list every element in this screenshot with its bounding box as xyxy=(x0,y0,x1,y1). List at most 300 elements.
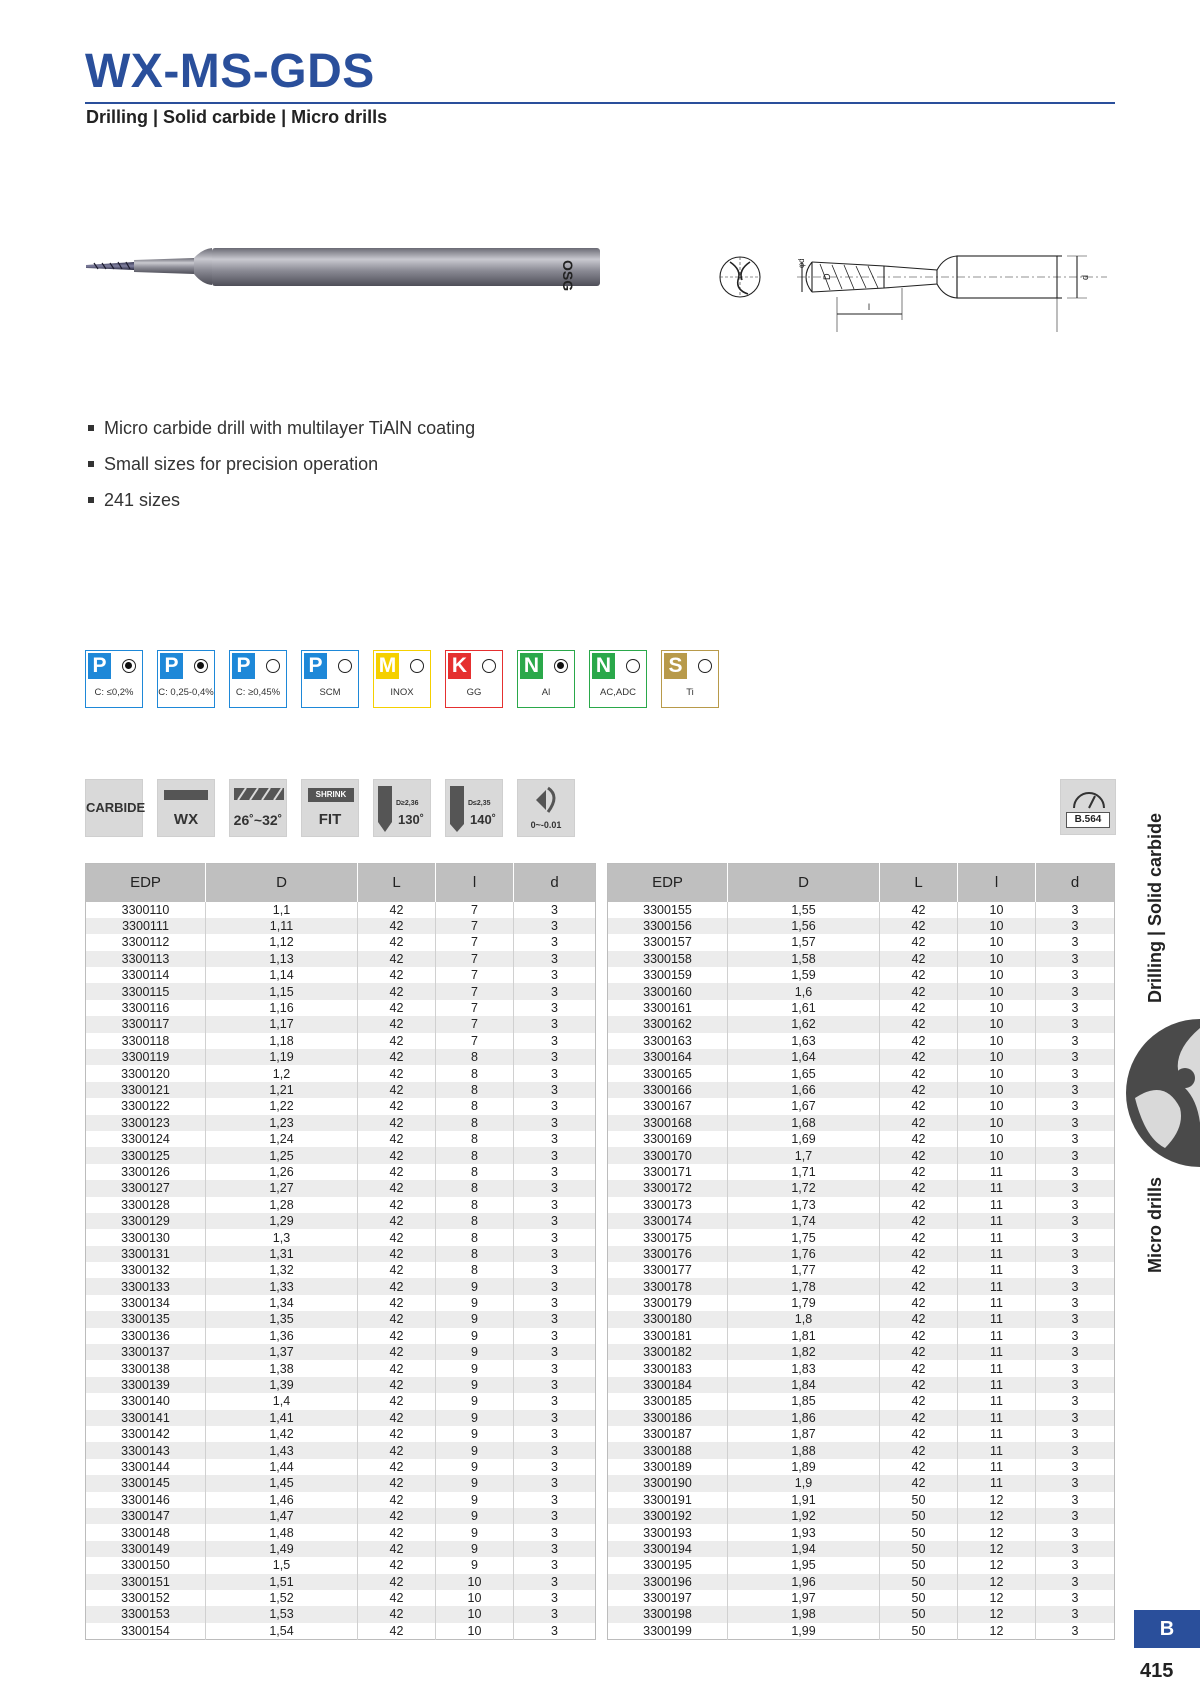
table-cell: 3300184 xyxy=(608,1377,728,1393)
table-cell: 9 xyxy=(436,1377,514,1393)
table-cell: 3300121 xyxy=(86,1082,206,1098)
table-cell: 1,13 xyxy=(206,951,358,967)
table-cell: 50 xyxy=(880,1557,958,1573)
table-cell: 3300119 xyxy=(86,1049,206,1065)
table-cell: 1,2 xyxy=(206,1065,358,1081)
table-cell: 42 xyxy=(358,1229,436,1245)
table-row xyxy=(608,967,1115,983)
table-cell: 1,43 xyxy=(206,1442,358,1458)
table-cell: 1,66 xyxy=(728,1082,880,1098)
table-cell: 3 xyxy=(1036,1000,1115,1016)
table-row xyxy=(608,934,1115,950)
table-cell: 1,25 xyxy=(206,1147,358,1163)
material-letter: N xyxy=(592,653,615,679)
table-row xyxy=(608,1000,1115,1016)
table-row xyxy=(608,1229,1115,1245)
table-cell: 42 xyxy=(358,1590,436,1606)
table-cell: 10 xyxy=(436,1606,514,1622)
table-row xyxy=(608,1213,1115,1229)
table-cell: 3300161 xyxy=(608,1000,728,1016)
table-cell: 3300138 xyxy=(86,1360,206,1376)
table-cell: 10 xyxy=(958,934,1036,950)
table-cell: 50 xyxy=(880,1574,958,1590)
table-cell: 1,12 xyxy=(206,934,358,950)
table-row xyxy=(86,1098,596,1114)
table-cell: 42 xyxy=(358,1508,436,1524)
table-cell: 3 xyxy=(514,1213,596,1229)
table-row xyxy=(86,1164,596,1180)
table-cell: 1,39 xyxy=(206,1377,358,1393)
table-cell: 3300141 xyxy=(86,1410,206,1426)
table-cell: 1,7 xyxy=(728,1147,880,1163)
table-row xyxy=(86,1295,596,1311)
table-row xyxy=(86,1246,596,1262)
table-cell: 3 xyxy=(514,1180,596,1196)
list-item: 241 sizes xyxy=(88,482,475,518)
table-cell: 10 xyxy=(958,983,1036,999)
table-cell: 42 xyxy=(358,1410,436,1426)
side-subcategory-label: Micro drills xyxy=(1145,1176,1165,1273)
reference-badge[interactable]: B.564 xyxy=(1060,779,1116,835)
table-cell: 3 xyxy=(514,983,596,999)
table-cell: 1,96 xyxy=(728,1574,880,1590)
table-cell: 1,6 xyxy=(728,983,880,999)
table-cell: 10 xyxy=(958,1000,1036,1016)
table-cell: 1,14 xyxy=(206,967,358,983)
carbide-icon: CARBIDE xyxy=(85,779,143,837)
table-cell: 3 xyxy=(514,1606,596,1622)
table-cell: 42 xyxy=(358,1049,436,1065)
table-cell: 42 xyxy=(880,951,958,967)
drill-photo-image xyxy=(84,245,604,295)
table-row xyxy=(608,1508,1115,1524)
table-cell: 10 xyxy=(958,1082,1036,1098)
table-row xyxy=(608,1360,1115,1376)
table-cell: 3 xyxy=(1036,1623,1115,1640)
table-cell: 8 xyxy=(436,1246,514,1262)
table-cell: 1,54 xyxy=(206,1623,358,1640)
table-cell: 3 xyxy=(1036,1016,1115,1032)
table-cell: 42 xyxy=(880,1098,958,1114)
table-row xyxy=(86,1115,596,1131)
table-cell: 1,79 xyxy=(728,1295,880,1311)
table-cell: 3300159 xyxy=(608,967,728,983)
table-cell: 3 xyxy=(1036,983,1115,999)
table-cell: 9 xyxy=(436,1475,514,1491)
table-cell: 42 xyxy=(358,1557,436,1573)
table-cell: 9 xyxy=(436,1426,514,1442)
table-cell: 42 xyxy=(880,1147,958,1163)
table-cell: 1,5 xyxy=(206,1557,358,1573)
table-cell: 1,93 xyxy=(728,1524,880,1540)
material-p-icon xyxy=(85,650,143,708)
table-cell: 3 xyxy=(514,1049,596,1065)
table-row xyxy=(86,1049,596,1065)
table-cell: 3300158 xyxy=(608,951,728,967)
table-row xyxy=(86,1033,596,1049)
material-label: INOX xyxy=(390,687,414,698)
table-cell: 42 xyxy=(358,1344,436,1360)
table-cell: 12 xyxy=(958,1590,1036,1606)
limited-circle-icon xyxy=(410,659,424,673)
table-cell: 1,9 xyxy=(728,1475,880,1491)
table-cell: 42 xyxy=(880,1213,958,1229)
table-cell: 11 xyxy=(958,1344,1036,1360)
point-angle-140-icon: D≤2,35 140˚ xyxy=(445,779,503,837)
shrink-fit-icon: SHRINK FIT xyxy=(301,779,359,837)
table-cell: 1,88 xyxy=(728,1442,880,1458)
table-row xyxy=(86,951,596,967)
table-cell: 1,36 xyxy=(206,1328,358,1344)
table-row xyxy=(608,1065,1115,1081)
table-row xyxy=(608,1410,1115,1426)
table-cell: 12 xyxy=(958,1623,1036,1640)
table-cell: 10 xyxy=(958,967,1036,983)
table-cell: 3 xyxy=(514,1508,596,1524)
table-cell: 10 xyxy=(958,1049,1036,1065)
table-cell: 9 xyxy=(436,1344,514,1360)
table-cell: 1,84 xyxy=(728,1377,880,1393)
table-cell: 42 xyxy=(358,1098,436,1114)
table-cell: 3300132 xyxy=(86,1262,206,1278)
table-cell: 42 xyxy=(358,918,436,934)
table-cell: 3 xyxy=(1036,902,1115,918)
table-cell: 3 xyxy=(1036,1229,1115,1245)
table-row xyxy=(608,1016,1115,1032)
table-cell: 1,83 xyxy=(728,1360,880,1376)
table-cell: 7 xyxy=(436,918,514,934)
table-cell: 1,73 xyxy=(728,1197,880,1213)
material-label: C: ≤0,2% xyxy=(94,687,134,698)
table-cell: 10 xyxy=(958,1033,1036,1049)
table-cell: 1,48 xyxy=(206,1524,358,1540)
table-cell: 3 xyxy=(514,1344,596,1360)
table-cell: 11 xyxy=(958,1377,1036,1393)
table-row xyxy=(608,1164,1115,1180)
table-cell: 1,29 xyxy=(206,1213,358,1229)
table-row xyxy=(86,1524,596,1540)
table-cell: 1,19 xyxy=(206,1049,358,1065)
table-cell: 42 xyxy=(358,1574,436,1590)
table-row xyxy=(86,1426,596,1442)
table-cell: 3300176 xyxy=(608,1246,728,1262)
table-cell: 42 xyxy=(880,1229,958,1245)
table-cell: 42 xyxy=(358,1082,436,1098)
table-cell: 8 xyxy=(436,1049,514,1065)
technical-drawing xyxy=(712,232,1122,342)
table-cell: 1,53 xyxy=(206,1606,358,1622)
table-row xyxy=(86,918,596,934)
table-row xyxy=(86,983,596,999)
col-header-l-total: L xyxy=(880,864,958,902)
col-header-l-flute: l xyxy=(436,864,514,902)
table-cell: 3300156 xyxy=(608,918,728,934)
material-label: Ti xyxy=(686,687,694,698)
table-cell: 12 xyxy=(958,1508,1036,1524)
table-row xyxy=(608,1475,1115,1491)
table-cell: 3300154 xyxy=(86,1623,206,1640)
table-cell: 3 xyxy=(1036,1590,1115,1606)
table-cell: 1,89 xyxy=(728,1459,880,1475)
table-cell: 3300182 xyxy=(608,1344,728,1360)
table-cell: 3300128 xyxy=(86,1197,206,1213)
table-row xyxy=(86,1344,596,1360)
table-cell: 7 xyxy=(436,983,514,999)
table-cell: 3 xyxy=(514,1229,596,1245)
table-cell: 42 xyxy=(358,934,436,950)
table-cell: 42 xyxy=(358,983,436,999)
table-row xyxy=(608,1147,1115,1163)
table-row xyxy=(86,1213,596,1229)
table-cell: 3 xyxy=(514,1393,596,1409)
table-cell: 1,95 xyxy=(728,1557,880,1573)
tolerance-icon: 0~-0.01 xyxy=(517,779,575,837)
table-cell: 3300143 xyxy=(86,1442,206,1458)
table-row xyxy=(86,1410,596,1426)
table-cell: 3300136 xyxy=(86,1328,206,1344)
table-cell: 1,17 xyxy=(206,1016,358,1032)
table-cell: 11 xyxy=(958,1295,1036,1311)
table-cell: 3 xyxy=(514,1262,596,1278)
table-cell: 3300125 xyxy=(86,1147,206,1163)
table-cell: 3 xyxy=(514,1623,596,1640)
section-tab[interactable]: B xyxy=(1134,1610,1200,1648)
table-cell: 42 xyxy=(880,1016,958,1032)
table-cell: 1,92 xyxy=(728,1508,880,1524)
table-row xyxy=(608,1606,1115,1622)
table-row xyxy=(608,1344,1115,1360)
table-cell: 42 xyxy=(358,1065,436,1081)
table-cell: 1,26 xyxy=(206,1164,358,1180)
bullet-icon xyxy=(88,425,94,431)
table-cell: 8 xyxy=(436,1098,514,1114)
material-suitability-row xyxy=(85,650,719,708)
table-cell: 42 xyxy=(358,967,436,983)
table-cell: 1,56 xyxy=(728,918,880,934)
table-row xyxy=(608,1492,1115,1508)
table-cell: 42 xyxy=(880,1033,958,1049)
table-cell: 1,3 xyxy=(206,1229,358,1245)
table-cell: 12 xyxy=(958,1557,1036,1573)
table-cell: 3300137 xyxy=(86,1344,206,1360)
table-cell: 3 xyxy=(514,1475,596,1491)
table-cell: 3300152 xyxy=(86,1590,206,1606)
brand-logo-text: OSG xyxy=(560,260,576,292)
table-cell: 3300148 xyxy=(86,1524,206,1540)
table-cell: 3300126 xyxy=(86,1164,206,1180)
table-cell: 42 xyxy=(880,1262,958,1278)
table-cell: 42 xyxy=(358,1278,436,1294)
table-cell: 1,87 xyxy=(728,1426,880,1442)
bullet-icon xyxy=(88,497,94,503)
table-cell: 42 xyxy=(358,1016,436,1032)
table-cell: 1,49 xyxy=(206,1541,358,1557)
table-cell: 1,82 xyxy=(728,1344,880,1360)
tool-feature-icons xyxy=(85,779,575,837)
table-cell: 11 xyxy=(958,1393,1036,1409)
table-cell: 10 xyxy=(958,951,1036,967)
table-cell: 3 xyxy=(514,1492,596,1508)
table-cell: 3 xyxy=(1036,934,1115,950)
table-cell: 3300124 xyxy=(86,1131,206,1147)
table-cell: 11 xyxy=(958,1278,1036,1294)
table-cell: 3 xyxy=(1036,1065,1115,1081)
table-cell: 3 xyxy=(1036,1442,1115,1458)
table-cell: 42 xyxy=(358,1377,436,1393)
table-cell: 8 xyxy=(436,1115,514,1131)
table-row xyxy=(608,1311,1115,1327)
table-cell: 1,22 xyxy=(206,1098,358,1114)
table-row xyxy=(86,1442,596,1458)
table-row xyxy=(86,1377,596,1393)
table-cell: 1,55 xyxy=(728,902,880,918)
page-subtitle: Drilling | Solid carbide | Micro drills xyxy=(86,107,388,127)
table-row xyxy=(608,1459,1115,1475)
table-cell: 8 xyxy=(436,1262,514,1278)
table-cell: 3300173 xyxy=(608,1197,728,1213)
table-row xyxy=(86,1328,596,1344)
table-cell: 42 xyxy=(880,1442,958,1458)
svg-text:φd: φd xyxy=(797,258,806,268)
table-cell: 42 xyxy=(358,1295,436,1311)
material-label: SCM xyxy=(319,687,341,698)
table-cell: 3 xyxy=(514,918,596,934)
table-cell: 1,94 xyxy=(728,1541,880,1557)
table-row xyxy=(86,1508,596,1524)
list-item: Micro carbide drill with multilayer TiAlN coating xyxy=(88,410,475,446)
table-cell: 3300188 xyxy=(608,1442,728,1458)
table-cell: 1,23 xyxy=(206,1115,358,1131)
table-cell: 3 xyxy=(1036,1606,1115,1622)
helix-angle-icon: 26˚~32˚ xyxy=(229,779,287,837)
table-cell: 42 xyxy=(358,1492,436,1508)
table-cell: 3 xyxy=(1036,1475,1115,1491)
table-cell: 3300180 xyxy=(608,1311,728,1327)
table-cell: 50 xyxy=(880,1623,958,1640)
table-cell: 3300139 xyxy=(86,1377,206,1393)
table-cell: 42 xyxy=(358,1393,436,1409)
table-cell: 3300187 xyxy=(608,1426,728,1442)
material-letter: P xyxy=(160,653,183,679)
table-row xyxy=(86,1016,596,1032)
table-cell: 42 xyxy=(880,1000,958,1016)
table-cell: 11 xyxy=(958,1360,1036,1376)
table-cell: 3300123 xyxy=(86,1115,206,1131)
table-cell: 3 xyxy=(1036,1377,1115,1393)
table-cell: 12 xyxy=(958,1492,1036,1508)
table-cell: 3300172 xyxy=(608,1180,728,1196)
material-letter: M xyxy=(376,653,399,679)
table-cell: 3300114 xyxy=(86,967,206,983)
table-cell: 3300191 xyxy=(608,1492,728,1508)
table-cell: 10 xyxy=(958,1131,1036,1147)
table-cell: 1,41 xyxy=(206,1410,358,1426)
table-cell: 1,34 xyxy=(206,1295,358,1311)
table-cell: 3300169 xyxy=(608,1131,728,1147)
table-cell: 3 xyxy=(514,1377,596,1393)
table-cell: 42 xyxy=(358,1164,436,1180)
material-n-icon xyxy=(589,650,647,708)
table-cell: 11 xyxy=(958,1442,1036,1458)
table-cell: 3300116 xyxy=(86,1000,206,1016)
table-cell: 42 xyxy=(358,902,436,918)
table-cell: 3 xyxy=(1036,1311,1115,1327)
table-cell: 42 xyxy=(358,951,436,967)
material-s-icon xyxy=(661,650,719,708)
table-cell: 9 xyxy=(436,1459,514,1475)
table-cell: 42 xyxy=(880,1426,958,1442)
table-cell: 3 xyxy=(1036,1278,1115,1294)
col-header-d-shank: d xyxy=(514,864,596,902)
table-cell: 1,52 xyxy=(206,1590,358,1606)
table-cell: 3300177 xyxy=(608,1262,728,1278)
table-cell: 42 xyxy=(880,902,958,918)
col-header-d-major: D xyxy=(728,864,880,902)
table-cell: 1,91 xyxy=(728,1492,880,1508)
table-cell: 8 xyxy=(436,1229,514,1245)
table-cell: 10 xyxy=(958,1115,1036,1131)
table-cell: 10 xyxy=(436,1590,514,1606)
table-cell: 10 xyxy=(436,1623,514,1640)
table-cell: 42 xyxy=(880,1278,958,1294)
table-cell: 42 xyxy=(358,1000,436,1016)
table-cell: 1,62 xyxy=(728,1016,880,1032)
table-cell: 9 xyxy=(436,1492,514,1508)
table-cell: 3300127 xyxy=(86,1180,206,1196)
table-cell: 3 xyxy=(514,1000,596,1016)
table-cell: 8 xyxy=(436,1197,514,1213)
table-row xyxy=(86,1557,596,1573)
table-cell: 3300145 xyxy=(86,1475,206,1491)
table-cell: 3 xyxy=(514,1065,596,1081)
table-cell: 8 xyxy=(436,1164,514,1180)
material-label: GG xyxy=(466,687,482,698)
table-cell: 3300186 xyxy=(608,1410,728,1426)
table-row xyxy=(86,1590,596,1606)
table-cell: 1,8 xyxy=(728,1311,880,1327)
table-cell: 3 xyxy=(1036,1033,1115,1049)
table-cell: 7 xyxy=(436,902,514,918)
page-number: 415 xyxy=(1140,1660,1174,1682)
table-row xyxy=(86,1541,596,1557)
table-cell: 50 xyxy=(880,1590,958,1606)
table-cell: 11 xyxy=(958,1213,1036,1229)
table-cell: 3300151 xyxy=(86,1574,206,1590)
table-cell: 42 xyxy=(880,1082,958,1098)
table-row xyxy=(608,1557,1115,1573)
svg-text:D: D xyxy=(822,273,832,280)
table-row xyxy=(86,1393,596,1409)
table-cell: 12 xyxy=(958,1574,1036,1590)
table-cell: 1,63 xyxy=(728,1033,880,1049)
table-cell: 42 xyxy=(880,918,958,934)
table-row xyxy=(608,1442,1115,1458)
table-cell: 9 xyxy=(436,1328,514,1344)
table-row xyxy=(608,1033,1115,1049)
table-cell: 3 xyxy=(514,1426,596,1442)
table-cell: 10 xyxy=(958,1016,1036,1032)
table-row xyxy=(86,1492,596,1508)
table-cell: 42 xyxy=(358,1623,436,1640)
table-cell: 42 xyxy=(358,1213,436,1229)
table-cell: 42 xyxy=(880,1164,958,1180)
table-cell: 1,31 xyxy=(206,1246,358,1262)
spec-table-left xyxy=(85,863,596,1640)
table-cell: 3300155 xyxy=(608,902,728,918)
table-row xyxy=(86,1311,596,1327)
table-cell: 42 xyxy=(358,1360,436,1376)
table-row xyxy=(608,1574,1115,1590)
